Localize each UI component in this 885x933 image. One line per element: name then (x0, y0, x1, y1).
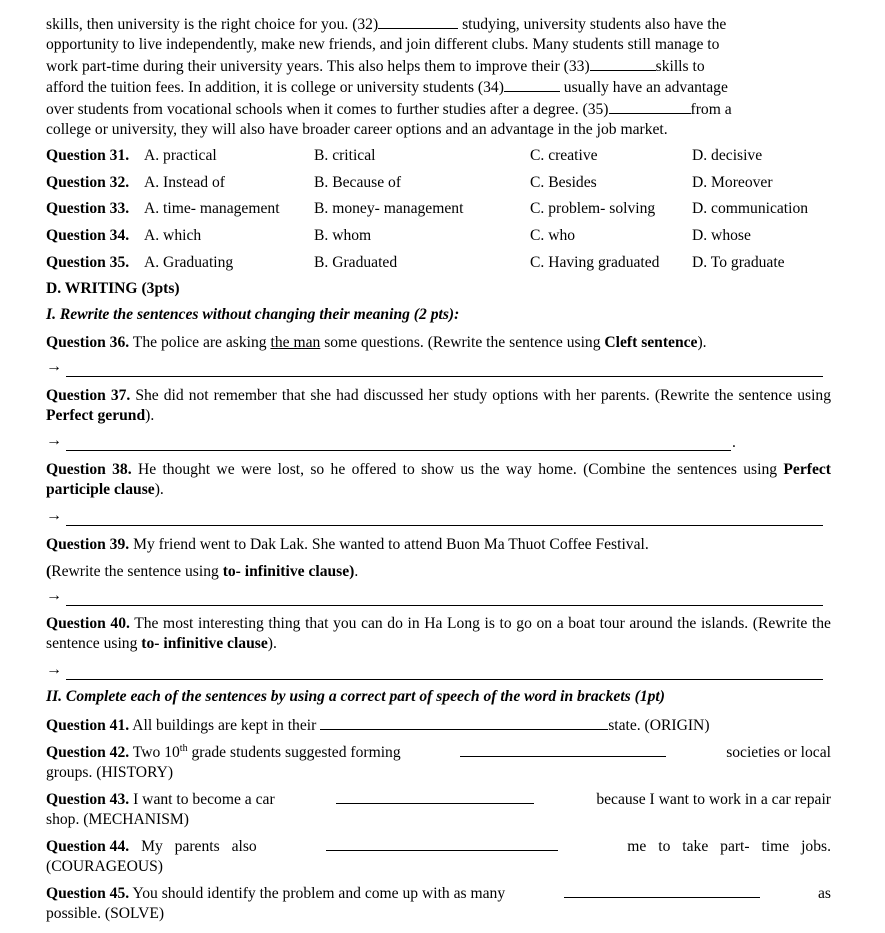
option-a[interactable]: A. Graduating (144, 254, 234, 271)
passage-line-3: work part-time during their university years. This also helps them to improve their (33) skills to (46, 57, 705, 75)
option-d[interactable]: D. Moreover (692, 174, 773, 191)
option-c[interactable]: C. problem- solving (530, 200, 656, 217)
mcq-row-34: Question 34. A. which B. whom C. who D. whose (46, 227, 751, 244)
question-42: Question 42. Two 10th grade students suggested forming societies or local groups. (HISTORY) (46, 742, 831, 781)
option-b[interactable]: B. whom (314, 227, 372, 244)
question-41: Question 41. All buildings are kept in their state. (ORIGIN) (46, 717, 710, 734)
part-2-heading: II. Complete each of the sentences by using a correct part of speech of the word in brackets (1pt) (46, 688, 665, 705)
question-37: Question 37. She did not remember that she had discussed her study options with her parents. (Rewrite the sentence using Perfect gerund). (46, 387, 831, 424)
mcq-row-35: Question 35. A. Graduating B. Graduated C. Having graduated D. To graduate (46, 254, 785, 271)
question-36: Question 36. The police are asking the man some questions. (Rewrite the sentence using Cleft sentence). (46, 334, 707, 351)
question-43: Question 43. I want to become a car because I want to work in a car repair shop. (MECHANISM) (46, 791, 831, 828)
blank-35[interactable] (609, 99, 691, 114)
arrow-icon: → (46, 358, 62, 375)
blank-32[interactable] (378, 14, 458, 29)
blank-44[interactable] (326, 836, 558, 851)
option-a[interactable]: A. which (144, 227, 202, 244)
cloze-passage (46, 14, 831, 140)
answer-line-36[interactable] (66, 376, 823, 377)
blank-33[interactable] (590, 56, 656, 71)
option-d[interactable]: D. whose (692, 227, 751, 244)
passage-line-6: college or university, they will also have broader career options and an advantage in the job market. (46, 121, 668, 139)
arrow-icon: → (46, 507, 62, 524)
option-c[interactable]: C. creative (530, 147, 598, 164)
question-45-line-1: Question 45. You should identify the problem and come up with as many as (46, 885, 831, 902)
question-42-line-1: Question 42. Two 10th grade students suggested forming societies or local (46, 742, 831, 761)
answer-line-38[interactable] (66, 525, 823, 526)
option-c[interactable]: C. who (530, 227, 576, 244)
arrow-icon: → (46, 661, 62, 678)
question-39: Question 39. My friend went to Dak Lak. She wanted to attend Buon Ma Thuot Coffee Festival. (46, 536, 649, 553)
option-c[interactable]: C. Having graduated (530, 254, 660, 271)
option-b[interactable]: B. Graduated (314, 254, 398, 271)
question-40: Question 40. The most interesting thing that you can do in Ha Long is to go on a boat tour around the islands. (Rewrite the sentence using to- infinitive clause). (46, 615, 831, 652)
blank-43[interactable] (336, 789, 534, 804)
writing-heading: D. WRITING (3pts) (46, 280, 180, 297)
option-b[interactable]: B. money- management (314, 200, 464, 217)
question-45: Question 45. You should identify the problem and come up with as many as possible. (SOLVE) (46, 885, 831, 922)
blank-42[interactable] (460, 742, 666, 757)
mcq-row-32: Question 32. A. Instead of B. Because of C. Besides D. Moreover (46, 174, 773, 191)
option-b[interactable]: B. Because of (314, 174, 402, 191)
mcq-row-31: Question 31. A. practical B. critical C. creative D. decisive (46, 147, 763, 164)
option-a[interactable]: A. Instead of (144, 174, 225, 191)
passage-line-1: skills, then university is the right choice for you. (32) studying, university students also have the (46, 16, 727, 33)
blank-45[interactable] (564, 883, 760, 898)
option-c[interactable]: C. Besides (530, 174, 597, 191)
arrow-icon: → (46, 432, 62, 449)
question-43-line-1: Question 43. I want to become a car because I want to work in a car repair (46, 791, 831, 808)
passage-line-5: over students from vocational schools when it comes to further studies after a degree. (35) from a (46, 100, 732, 118)
end-period: . (732, 434, 736, 451)
option-d[interactable]: D. decisive (692, 147, 763, 164)
option-a[interactable]: A. time- management (144, 200, 280, 217)
part-1-heading: I. Rewrite the sentences without changing their meaning (2 pts): (46, 306, 460, 323)
answer-line-37[interactable] (66, 450, 731, 451)
answer-line-40[interactable] (66, 679, 823, 680)
arrow-icon: → (46, 587, 62, 604)
question-39-instruction: (Rewrite the sentence using to- infinitive clause). (46, 563, 359, 580)
option-d[interactable]: D. communication (692, 200, 809, 217)
passage-line-2: opportunity to live independently, make new friends, and join different clubs. Many students still manage to (46, 36, 720, 54)
passage-line-4: afford the tuition fees. In addition, it is college or university students (34) usually have an advantage (46, 79, 728, 97)
answer-line-39[interactable] (66, 605, 823, 606)
option-a[interactable]: A. practical (144, 147, 217, 164)
blank-34[interactable] (504, 77, 560, 92)
option-b[interactable]: B. critical (314, 147, 376, 164)
question-44: Question 44. My parents also me to take part- time jobs. (COURAGEOUS) (46, 838, 831, 875)
blank-41[interactable] (320, 715, 608, 730)
mcq-row-33: Question 33. A. time- management B. money- management C. problem- solving D. communication (46, 200, 809, 217)
option-d[interactable]: D. To graduate (692, 254, 785, 271)
question-38: Question 38. He thought we were lost, so he offered to show us the way home. (Combine the sentences using Perfect participle clause). (46, 461, 831, 498)
question-44-line-1: Question 44. My parents also me to take part- time jobs. (46, 838, 831, 855)
